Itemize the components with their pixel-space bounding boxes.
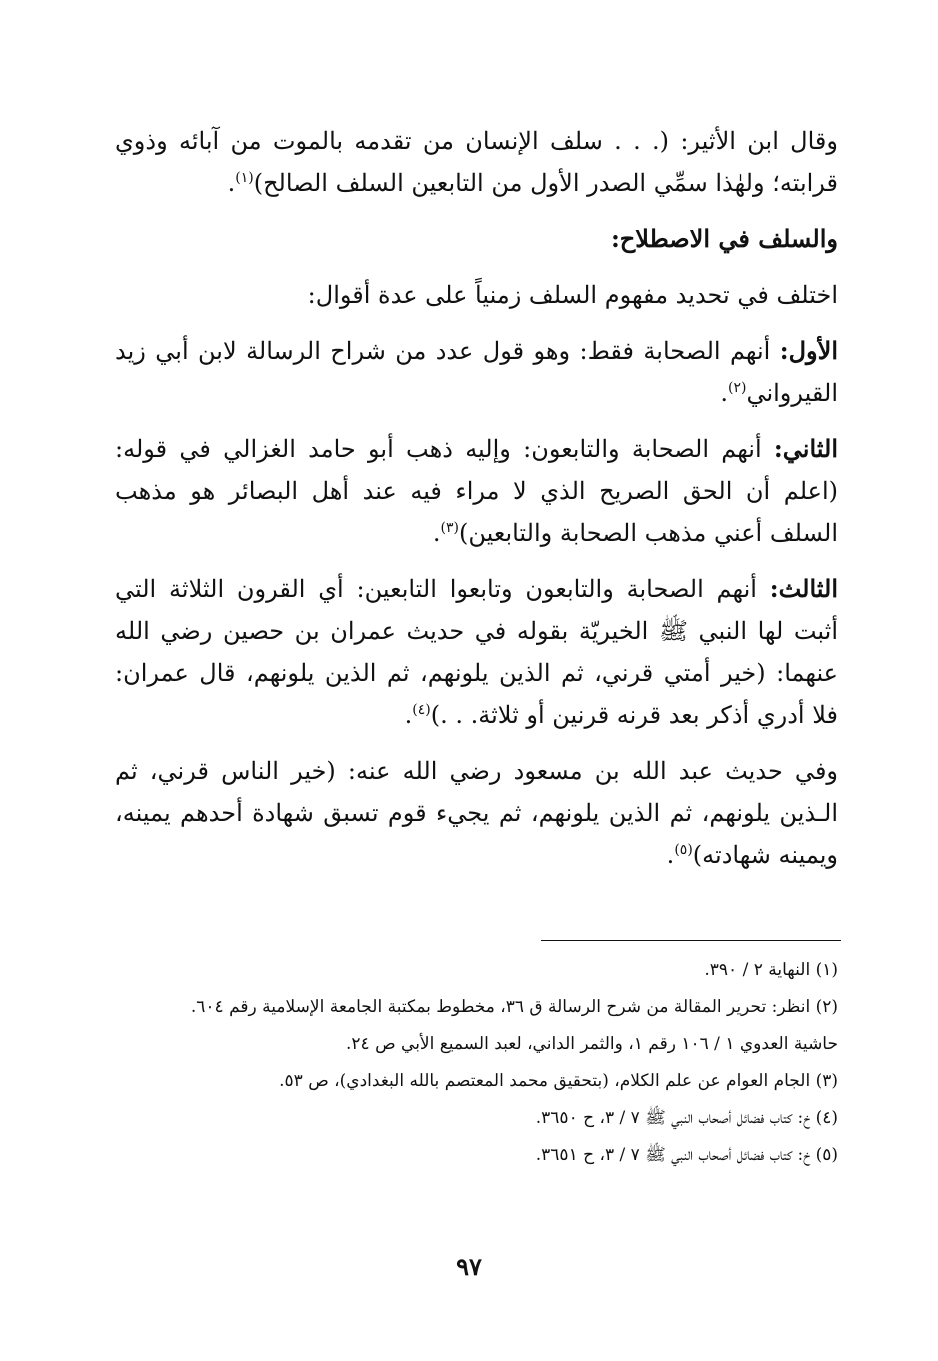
footnote-ref-3: (٣) xyxy=(440,520,459,536)
footnote-ref-4: (٤) xyxy=(412,702,431,718)
third-opinion-label: الثالث: xyxy=(769,574,838,603)
section-heading: والسلف في الاصطلاح: xyxy=(610,224,838,253)
paragraph-first-opinion: الأول: أنهم الصحابة فقط: وهو قول عدد من شراح الرسالة لابن أبي زيد القيرواني$^{(٢)}$. xyxy=(115,336,838,407)
paragraph-intro: اختلف في تحديد مفهوم السلف زمنياً على عدة أقوال: xyxy=(307,281,838,309)
second-opinion-text: أنهم الصحابة والتابعون: وإليه ذهب أبو حامد الغزالي في قوله: (اعلم أن الحق الصريح الذي لا مراء فيه عند أهل البصائر هو مذهب السلف أعني مذهب الصحابة والتابعين) xyxy=(115,435,838,547)
footnote-divider xyxy=(541,940,841,941)
footnote-ref-2: (٢) xyxy=(727,380,747,396)
footnote-2-continuation: حاشية العدوي ١ / ١٠٦ رقم ١، والثمر الداني، لعبد السميع الأبي ص ٢٤. xyxy=(346,1034,838,1054)
footnote-4: (٤) خ: كتاب فضائل أصحاب النبي ﷺ ٧ / ٣، ح ٣٦٥٠. xyxy=(535,1108,838,1128)
footnote-1: (١) النهاية ٢ / ٣٩٠. xyxy=(704,960,838,980)
footnote-2: (٢) انظر: تحرير المقالة من شرح الرسالة ق ٣٦، مخطوط بمكتبة الجامعة الإسلامية رقم ٦٠٤. xyxy=(190,997,838,1017)
footnote-ref-5: (٥) xyxy=(674,842,693,858)
page-number: ٩٧ xyxy=(456,1252,482,1281)
footnote-3: (٣) الجام العوام عن علم الكلام، (بتحقيق محمد المعتصم بالله البغدادي)، ص ٥٣. xyxy=(279,1071,838,1091)
paragraph-second-opinion: الثاني: أنهم الصحابة والتابعون: وإليه ذهب أبو حامد الغزالي في قوله: (اعلم أن الحق الصريح الذي لا مراء فيه عند أهل البصائر هو مذهب السلف أعني مذهب الصحابة والتابعين)$^{(٣)}$. xyxy=(115,434,838,547)
footnote-5: (٥) خ: كتاب فضائل أصحاب النبي ﷺ ٧ / ٣، ح ٣٦٥١. xyxy=(535,1145,838,1165)
paragraph-ibn-athir-text: وقال ابن الأثير: (. . . سلف الإنسان من تقدمه بالموت من آبائه وذوي قرابته؛ ولهٰذا سمِّي الصدر الأول من التابعين السلف الصالح) xyxy=(115,127,838,197)
ibn-masud-text: وفي حديث عبد الله بن مسعود رضي الله عنه: (خير الناس قرني، ثم الـذين يلونهم، ثم الذين يلونهم، ثم يجيء قوم تسبق شهادة أحدهم يمينه، ويمينه شهادته) xyxy=(115,757,838,869)
paragraph-third-opinion: الثالث: أنهم الصحابة والتابعون وتابعوا التابعين: أي القرون الثلاثة التي أثبت لها النبي ﷺ الخيريّة بقوله في حديث عمران بن حصين رضي الله عنهما: (خير أمتي قرني، ثم الذين يلونهم، ثم الذين يلونهم، قال عمران: فلا أدري أذكر بعد قرنه قرنين أو ثلاثة. . .)$^{(٤)}$. xyxy=(115,574,839,729)
main-text xyxy=(115,120,838,890)
third-opinion-text: أنهم الصحابة والتابعون وتابعوا التابعين: أي القرون الثلاثة التي أثبت لها النبي ﷺ الخيريّة بقوله في حديث عمران بن حصين رضي الله عنهما: (خير أمتي قرني، ثم الذين يلونهم، ثم الذين يلونهم، قال عمران: فلا أدري أذكر بعد قرنه قرنين أو ثلاثة. . .) xyxy=(115,575,839,729)
footnote-ref-1: (١) xyxy=(235,170,254,186)
footnotes xyxy=(115,955,838,1177)
paragraph-ibn-athir: وقال ابن الأثير: (. . . سلف الإنسان من تقدمه بالموت من آبائه وذوي قرابته؛ ولهٰذا سمِّي الصدر الأول من التابعين السلف الصالح)$^{(١)}$. xyxy=(115,127,838,197)
first-opinion-label: الأول: xyxy=(779,336,838,365)
first-opinion-text: أنهم الصحابة فقط: وهو قول عدد من شراح الرسالة لابن أبي زيد القيرواني xyxy=(115,337,838,407)
second-opinion-label: الثاني: xyxy=(773,434,838,463)
paragraph-ibn-masud: وفي حديث عبد الله بن مسعود رضي الله عنه: (خير الناس قرني، ثم الـذين يلونهم، ثم الذين يلونهم، ثم يجيء قوم تسبق شهادة أحدهم يمينه، ويمينه شهادته)$^{(٥)}$. xyxy=(115,757,838,869)
